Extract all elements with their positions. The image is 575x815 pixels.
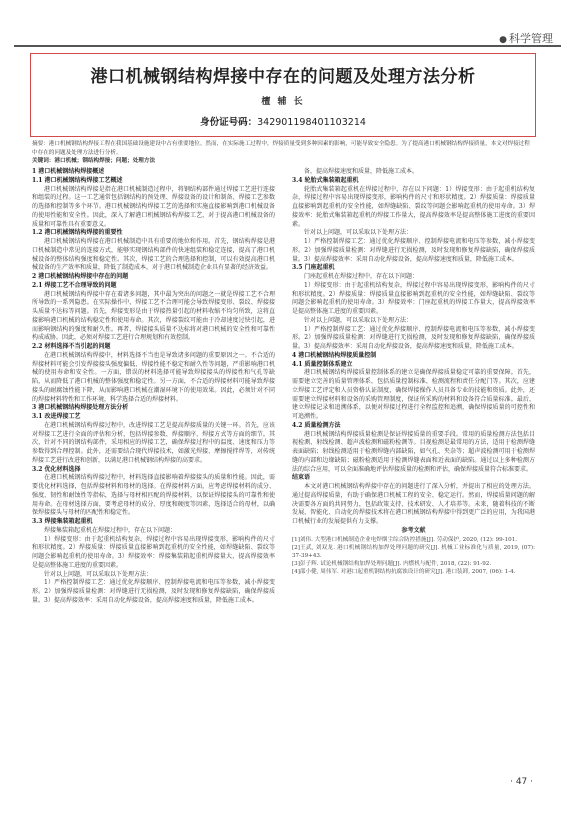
reference-item: [2]王武, 刘双龙. 港口机械钢结构加焊处理问题的研究[J]. 机械工业标准化与质量, 2019, (07): 37-39+43. — [292, 544, 535, 559]
body-paragraph: 1）焊接变形：由于起重机结构复杂，焊接过程中容易出现焊接变形，影响构件的尺寸和形状精度。2）焊接质量：焊接质量直接影响到起重机的安全性能，如焊缝缺陷、裂纹等问题会影响起重机的使用寿命。3）焊接效率：门座起重机的焊接工作量大，提高焊接效率是提高整体施工进度的重要因素。 — [292, 281, 535, 315]
body-paragraph: 焊接集装箱起重机在焊接过程中，存在以下问题： — [44, 526, 177, 534]
section-heading: 4 港口机械钢结构焊接质量控制 — [292, 351, 377, 359]
id-label: 身份证号码： — [200, 117, 258, 128]
body-paragraph: 1）严格控制焊接工艺：通过优化焊接顺序、控制焊接电流和电压等参数，减小焊接变形。2）加强焊接质量检测：对焊缝进行无损检测，及时发现和修复焊接缺陷，确保焊接质量。3）提高焊接效率：采用自动化焊接设备，提高焊接速度和质量，降低施工成本。 — [292, 238, 535, 263]
body-paragraph: 港口机械钢结构焊接质量检测是保证焊接质量的重要手段。常用的质量检测方法包括目视检测、射线检测、超声波检测和磁粉检测等。目视检测是最常用的方法，适用于检测焊缝表面缺陷；射线检测适用于检测焊缝内部缺陷，如气孔、夹杂等；超声波检测可用于检测焊缝的内部和边缘缺陷；磁粉检测适用于检测焊缝表面和近表面的缺陷。通过以上多种检测方法的综合应用，可以全面准确地评估焊接质量的检测和评估，确保焊接质量符合标准要求。 — [292, 430, 535, 473]
body-paragraph: 门座起重机在焊接过程中，存在以下问题： — [304, 273, 419, 280]
abstract — [32, 140, 534, 166]
body-paragraph: 港口机械钢结构焊接是指在港口机械制造过程中，将钢结构部件通过焊接工艺进行连接和组装的过程。这一工艺通常包括钢结构的预处理、焊接设备的设计和制备、焊接工艺参数的选择和控制等多个环节。港口机械钢结构焊接工艺的选择和实施直接影响到港口机械设备的使用性能和安全性。因此，深入了解港口机械钢结构焊接工艺，对于提高港口机械设备的质量和可靠性具有重要意义。 — [32, 185, 275, 228]
body-paragraph: 针对以上问题，可以采取以下处理方法： — [44, 570, 153, 578]
column-tag — [499, 30, 553, 46]
body-paragraph: 在港口机械钢结构焊接中，材料选择不当也是导致诸多问题的重要原因之一。不合适的焊接材料可能会引发焊接接头强度偏低、焊接性能不稳定和耐久性等问题，严重影响港口机械的使用寿命和安全性。一方面，错误的材料选择可能导致焊接接头的焊接性和气孔等缺陷，从而降低了港口机械的整体强度和稳定性。另一方面，不合适的焊接材料可能导致焊接接头的耐腐蚀性能下降，从而影响港口机械在潮湿环境下的使用效果。因此，必须针对不同的焊接材料特性和工作环境，科学选择合适的焊接材料。 — [32, 351, 275, 403]
section-heading: 1.1 港口机械钢结构焊接工艺概述 — [32, 176, 123, 184]
keywords: 关键词：港口机械；钢结构焊接；问题；处理方法 — [32, 158, 156, 165]
section-heading: 4.1 质量控制体系建立 — [292, 360, 353, 368]
body-paragraph: 港口机械钢结构焊接中存在着诸多问题，其中最为突出的问题之一就是焊接工艺不合理所导致的一系列隐患。在实际操作中，焊接工艺不合理可能会导致焊接变形、裂纹、焊接接头质量不达标等问题。首先，焊接变形是由于焊接热量引起的材料收缩不均匀所致，这将直接影响港口机械的结构稳定性和使用寿命。其次，焊接裂纹可能由于冷却速度过快引起，进而影响钢结构的强度和耐久性。再者，焊接接头质量不达标将对港口机械的安全性和可靠性构成威胁。因此，必须对焊接工艺进行合理规划和有效控制。 — [32, 290, 275, 342]
reference-item: [1]刘伟. 大型港口机械制造企业电焊烟尘综合防控措施[J]. 劳动保护, 2020, (12): 99-101. — [292, 536, 518, 543]
section-heading: 3.4 轮胎式集装箱起重机 — [292, 176, 359, 184]
body-paragraph: 港口机械钢结构焊接在港口机械制造中具有重要的地位和作用。首先，钢结构焊接是港口机械制造中常见的连接方式，能够实现钢结构部件的快速组装和稳定连接，提高了港口机械设备的整体结构强度和稳定性。其次，焊接工艺的合理选择和控制，可以有效提高港口机械设备的生产效率和质量，降低了制造成本，对于港口机械制造企业具有显著的经济效益。 — [32, 238, 275, 272]
body-paragraph: 针对以上问题，可以采取以下处理方法： — [304, 316, 413, 324]
body-paragraph: 备，提高焊接速度和质量，降低施工成本。 — [304, 168, 419, 175]
section-heading: 3.1 改进焊接工艺 — [32, 413, 81, 420]
section-heading: 3.2 优化材料选择 — [32, 465, 81, 473]
body-paragraph: 在港口机械钢结构焊接过程中，改进焊接工艺是提高焊接质量的关键一环。首先，应该对焊接工艺进行全面的评估和分析，包括焊接参数、焊接顺序、焊接方式等方面的细节。其次，针对不同的钢结构部件，采用相应的焊接工艺，确保焊接过程中的温度、速度和压力等参数得到合理控制。此外，还需要结合现代焊接技术，如激光焊接、摩擦搅拌焊等，对传统焊接工艺进行改进和创新，以满足港口机械钢结构焊接的高要求。 — [32, 421, 275, 464]
article-title: 港口机械钢结构焊接中存在的问题及处理方法分析 — [90, 67, 476, 87]
body-paragraph: 1）严格控制焊接工艺：通过优化焊接顺序、控制焊接电流和电压等参数，减小焊接变形。2）加强焊接质量检测：对焊缝进行无损检测，及时发现和修复焊接缺陷，确保焊接质量。3）提高焊接效率：采用自动化焊接设备，提高焊接速度和质量，降低施工成本。 — [292, 325, 535, 350]
reference-item: [3]彭子辉. 试论机械钢结构加焊处理问题[J]. 内燃机与配件, 2018, (22): 91-92. — [292, 561, 492, 568]
body-paragraph: 本文对港口机械钢结构焊接中存在的问题进行了深入分析，并提出了相应的处理方法。通过提高焊接质量，有助于确保港口机械工程的安全、稳定运行。然而，焊接质量问题的解决需要各方面的共同努力，包括政策支持、技术研发、人才培养等。未来，随着科技的不断发展，智能化、自动化的焊接技术将在港口机械钢结构焊接中得到更广泛的应用，为我国港口机械行业的发展提供有力支撑。 — [292, 483, 535, 525]
section-heading: 2.1 焊接工艺不合理导致的问题 — [32, 281, 117, 289]
page-number: · 47 · — [510, 777, 533, 787]
body-paragraph: 针对以上问题，可以采取以下处理方法： — [304, 229, 413, 237]
id-value: 342901198401103214 — [257, 117, 366, 128]
column-tag-label: 科学管理 — [509, 32, 553, 45]
section-heading: 1 港口机械钢结构焊接概述 — [32, 168, 105, 175]
section-heading: 2 港口机械钢结构焊接中存在的问题 — [32, 273, 129, 280]
body-paragraph: 港口机械钢结构焊接质量控制体系的建立是确保焊接质量稳定可靠的重要保障。首先，需要建立完善的质量管理体系，包括质量控制标准、检测流程和责任分配门等。其次，应建立焊接工艺评定和人员资格认证制度，确保焊接操作人员具备专业的技能和资质。此外，还需要建立焊接材料和设备的采购管理制度，保证所采购的材料和设备符合质量标准。最后，建立焊接记录和追溯体系，以便对焊接过程进行全程监控和追溯，确保焊接质量的可控性和可追溯性。 — [292, 369, 535, 420]
title-block — [30, 53, 536, 137]
header-rule — [14, 45, 561, 47]
section-heading: 结束语 — [292, 474, 311, 482]
body-paragraph: 1）严格控制焊接工艺：通过优化焊接顺序、控制焊接电流和电压等参数，减小焊接变形。2）加强焊接质量检测：对焊缝进行无损检测，及时发现和修复焊接缺陷，确保焊接质量。3）提高焊接效率：采用自动化焊接设备，提高焊接速度和质量，降低施工成本。 — [32, 579, 275, 604]
section-heading: 4.2 质量检测方法 — [292, 421, 341, 429]
section-heading: 3.3 焊接集装箱起重机 — [32, 518, 93, 525]
bullet-icon: ● — [499, 35, 507, 45]
section-heading: 3.5 门座起重机 — [292, 264, 335, 272]
body-paragraph: 在港口机械钢结构焊接过程中，材料选择直接影响着焊接接头的质量和性能。因此，需要优化材料选择，包括焊接材料和母材的选择。在焊接材料方面，应考虑焊接材料的成分、强度、韧性和耐蚀性等指标，选择与母材相匹配的焊接材料，以保证焊接接头的可靠性和使用寿命。在母材选择方面，要考虑母材的成分、厚度和硬度等因素，选择适合的母材，以确保焊接接头与母材的匹配性和稳定性。 — [32, 474, 275, 517]
body-paragraph: 1）焊接变形：由于起重机结构复杂，焊接过程中容易出现焊接变形，影响构件的尺寸和形状精度。2）焊接质量：焊接质量直接影响到起重机的安全性能，如焊缝缺陷、裂纹等问题会影响起重机的使用寿命。3）焊接效率：焊接集装箱起重机焊接量大，提高焊接效率是提高整体施工进度的重要因素。 — [32, 535, 275, 569]
abstract-text: 摘要：港口机械钢结构焊接工程在我国基础设施建设中占有重要地位。然而，在实际施工过程中，焊接质量受到多种因素的影响，可能导致安全隐患。为了提高港口机械钢结构焊接质量，本文对焊接过程中存在的问题及处理方法进行分析。 — [32, 141, 530, 156]
references-heading: 参考文献 — [401, 526, 426, 534]
section-heading: 1.2 港口机械钢结构焊接的重要性 — [32, 229, 123, 237]
right-column — [292, 168, 535, 577]
article-author: 檀 辅 长 — [261, 97, 305, 107]
body-paragraph: 轮胎式集装箱起重机在焊接过程中，存在以下问题：1）焊接变形：由于起重机结构复杂，焊接过程中容易出现焊接变形，影响构件的尺寸和形状精度。2）焊接质量：焊接质量直接影响到起重机的安全性能，如焊缝缺陷、裂纹等问题会影响起重机的使用寿命。3）焊接效率：轮胎式集装箱起重机的焊接工作量大，提高焊接效率是提高整体施工进度的重要因素。 — [292, 185, 535, 228]
reference-item: [4]邵小健, 周伟军. 对港口起重机钢结构抗腐蚀设计的研究[J]. 港口装卸, 2007, (06): 1-4. — [292, 569, 516, 576]
left-column — [32, 168, 275, 606]
id-line — [31, 114, 535, 128]
section-heading: 2.2 材料选择不当引起的问题 — [32, 343, 111, 350]
section-heading: 3 港口机械钢结构焊接处理方法分析 — [32, 404, 129, 412]
